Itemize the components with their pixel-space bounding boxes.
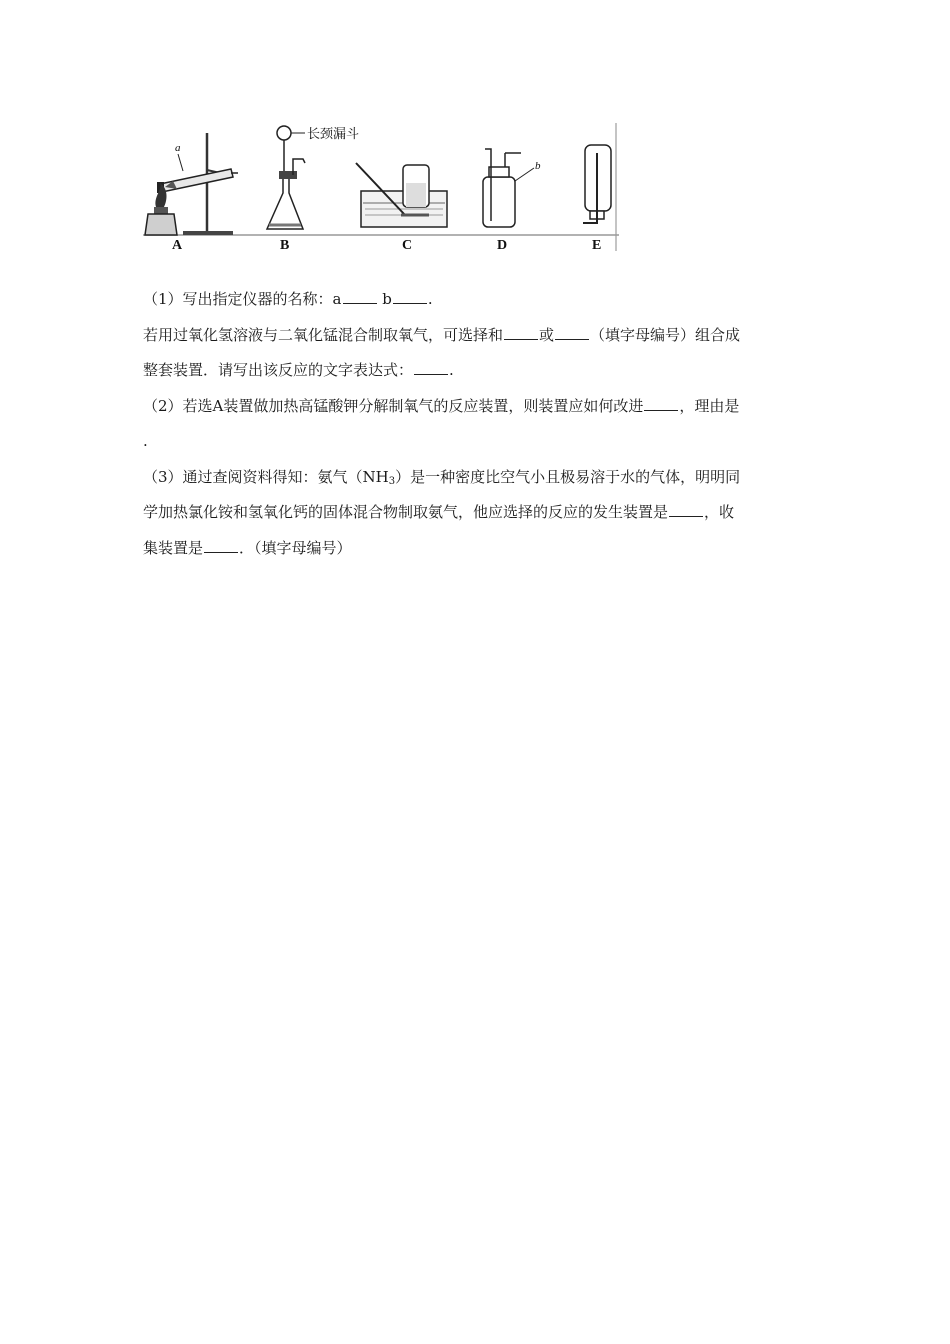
q1-a: a <box>332 290 342 308</box>
q1-prefix: （1）写出指定仪器的名称： <box>143 290 333 308</box>
q1-line2: 若用过氧化氢溶液与二氧化锰混合制取氧气，可选择和 <box>143 325 504 344</box>
q2-end: . <box>143 432 148 450</box>
question-3-line-2 <box>143 495 811 531</box>
answer-blank[interactable] <box>343 287 377 304</box>
q3-subscript: 3 <box>388 475 396 487</box>
q3-line3: 集装置是 <box>143 538 204 557</box>
answer-blank[interactable] <box>555 323 589 340</box>
q3-line2: 学加热氯化铵和氢氧化钙的固体混合物制取氨气，他应选择的反应的发生装置是 <box>143 503 669 521</box>
question-3-line-1 <box>143 460 811 496</box>
question-1-line-1 <box>143 282 811 318</box>
label-apparatus-e: E <box>592 238 602 253</box>
q2-tail: ，理由是 <box>679 396 740 415</box>
q2-text: （2）若选A装置做加热高锰酸钾分解制氧气的反应装置，则装置应如何改进 <box>143 396 644 415</box>
apparatus-a <box>145 133 238 253</box>
question-2-line-2 <box>143 424 811 460</box>
apparatus-b <box>267 126 359 253</box>
answer-blank[interactable] <box>393 287 427 304</box>
label-apparatus-d: D <box>497 238 508 253</box>
question-2-line-1 <box>143 389 811 425</box>
question-3-line-3 <box>143 531 811 567</box>
apparatus-diagram <box>143 123 619 253</box>
answer-blank[interactable] <box>204 536 238 553</box>
apparatus-figure <box>143 123 619 253</box>
q3-line3-tail: ．（填字母编号） <box>239 538 352 557</box>
q1-end: . <box>427 290 433 308</box>
q1-line3: 整套装置．请写出该反应的文字表达式： <box>143 361 414 379</box>
questions-text <box>143 282 811 566</box>
answer-blank[interactable] <box>414 358 448 375</box>
label-b: b <box>535 160 541 172</box>
label-apparatus-a: A <box>172 238 183 253</box>
apparatus-d <box>483 149 541 253</box>
q1-b: b <box>382 290 392 308</box>
answer-blank[interactable] <box>669 500 703 517</box>
q1-line2-tail: （填字母编号）组合成 <box>590 325 741 344</box>
label-apparatus-b: B <box>280 238 290 253</box>
funnel-label: 长颈漏斗 <box>307 127 360 142</box>
q1-or: 或 <box>539 325 555 344</box>
apparatus-c <box>356 163 447 253</box>
answer-blank[interactable] <box>644 394 678 411</box>
question-1-line-3 <box>143 353 811 389</box>
q3-line2-tail: ，收 <box>704 503 735 521</box>
q1-line3-end: . <box>449 361 454 379</box>
q3-line1-tail: ）是一种密度比空气小且极易溶于水的气体，明明同 <box>395 467 741 486</box>
q3-line1: （3）通过查阅资料得知：氨气（NH <box>143 467 389 486</box>
label-apparatus-c: C <box>402 238 413 253</box>
question-1-line-2 <box>143 318 811 354</box>
apparatus-e <box>583 145 611 253</box>
answer-blank[interactable] <box>504 323 538 340</box>
label-a: a <box>175 142 181 154</box>
